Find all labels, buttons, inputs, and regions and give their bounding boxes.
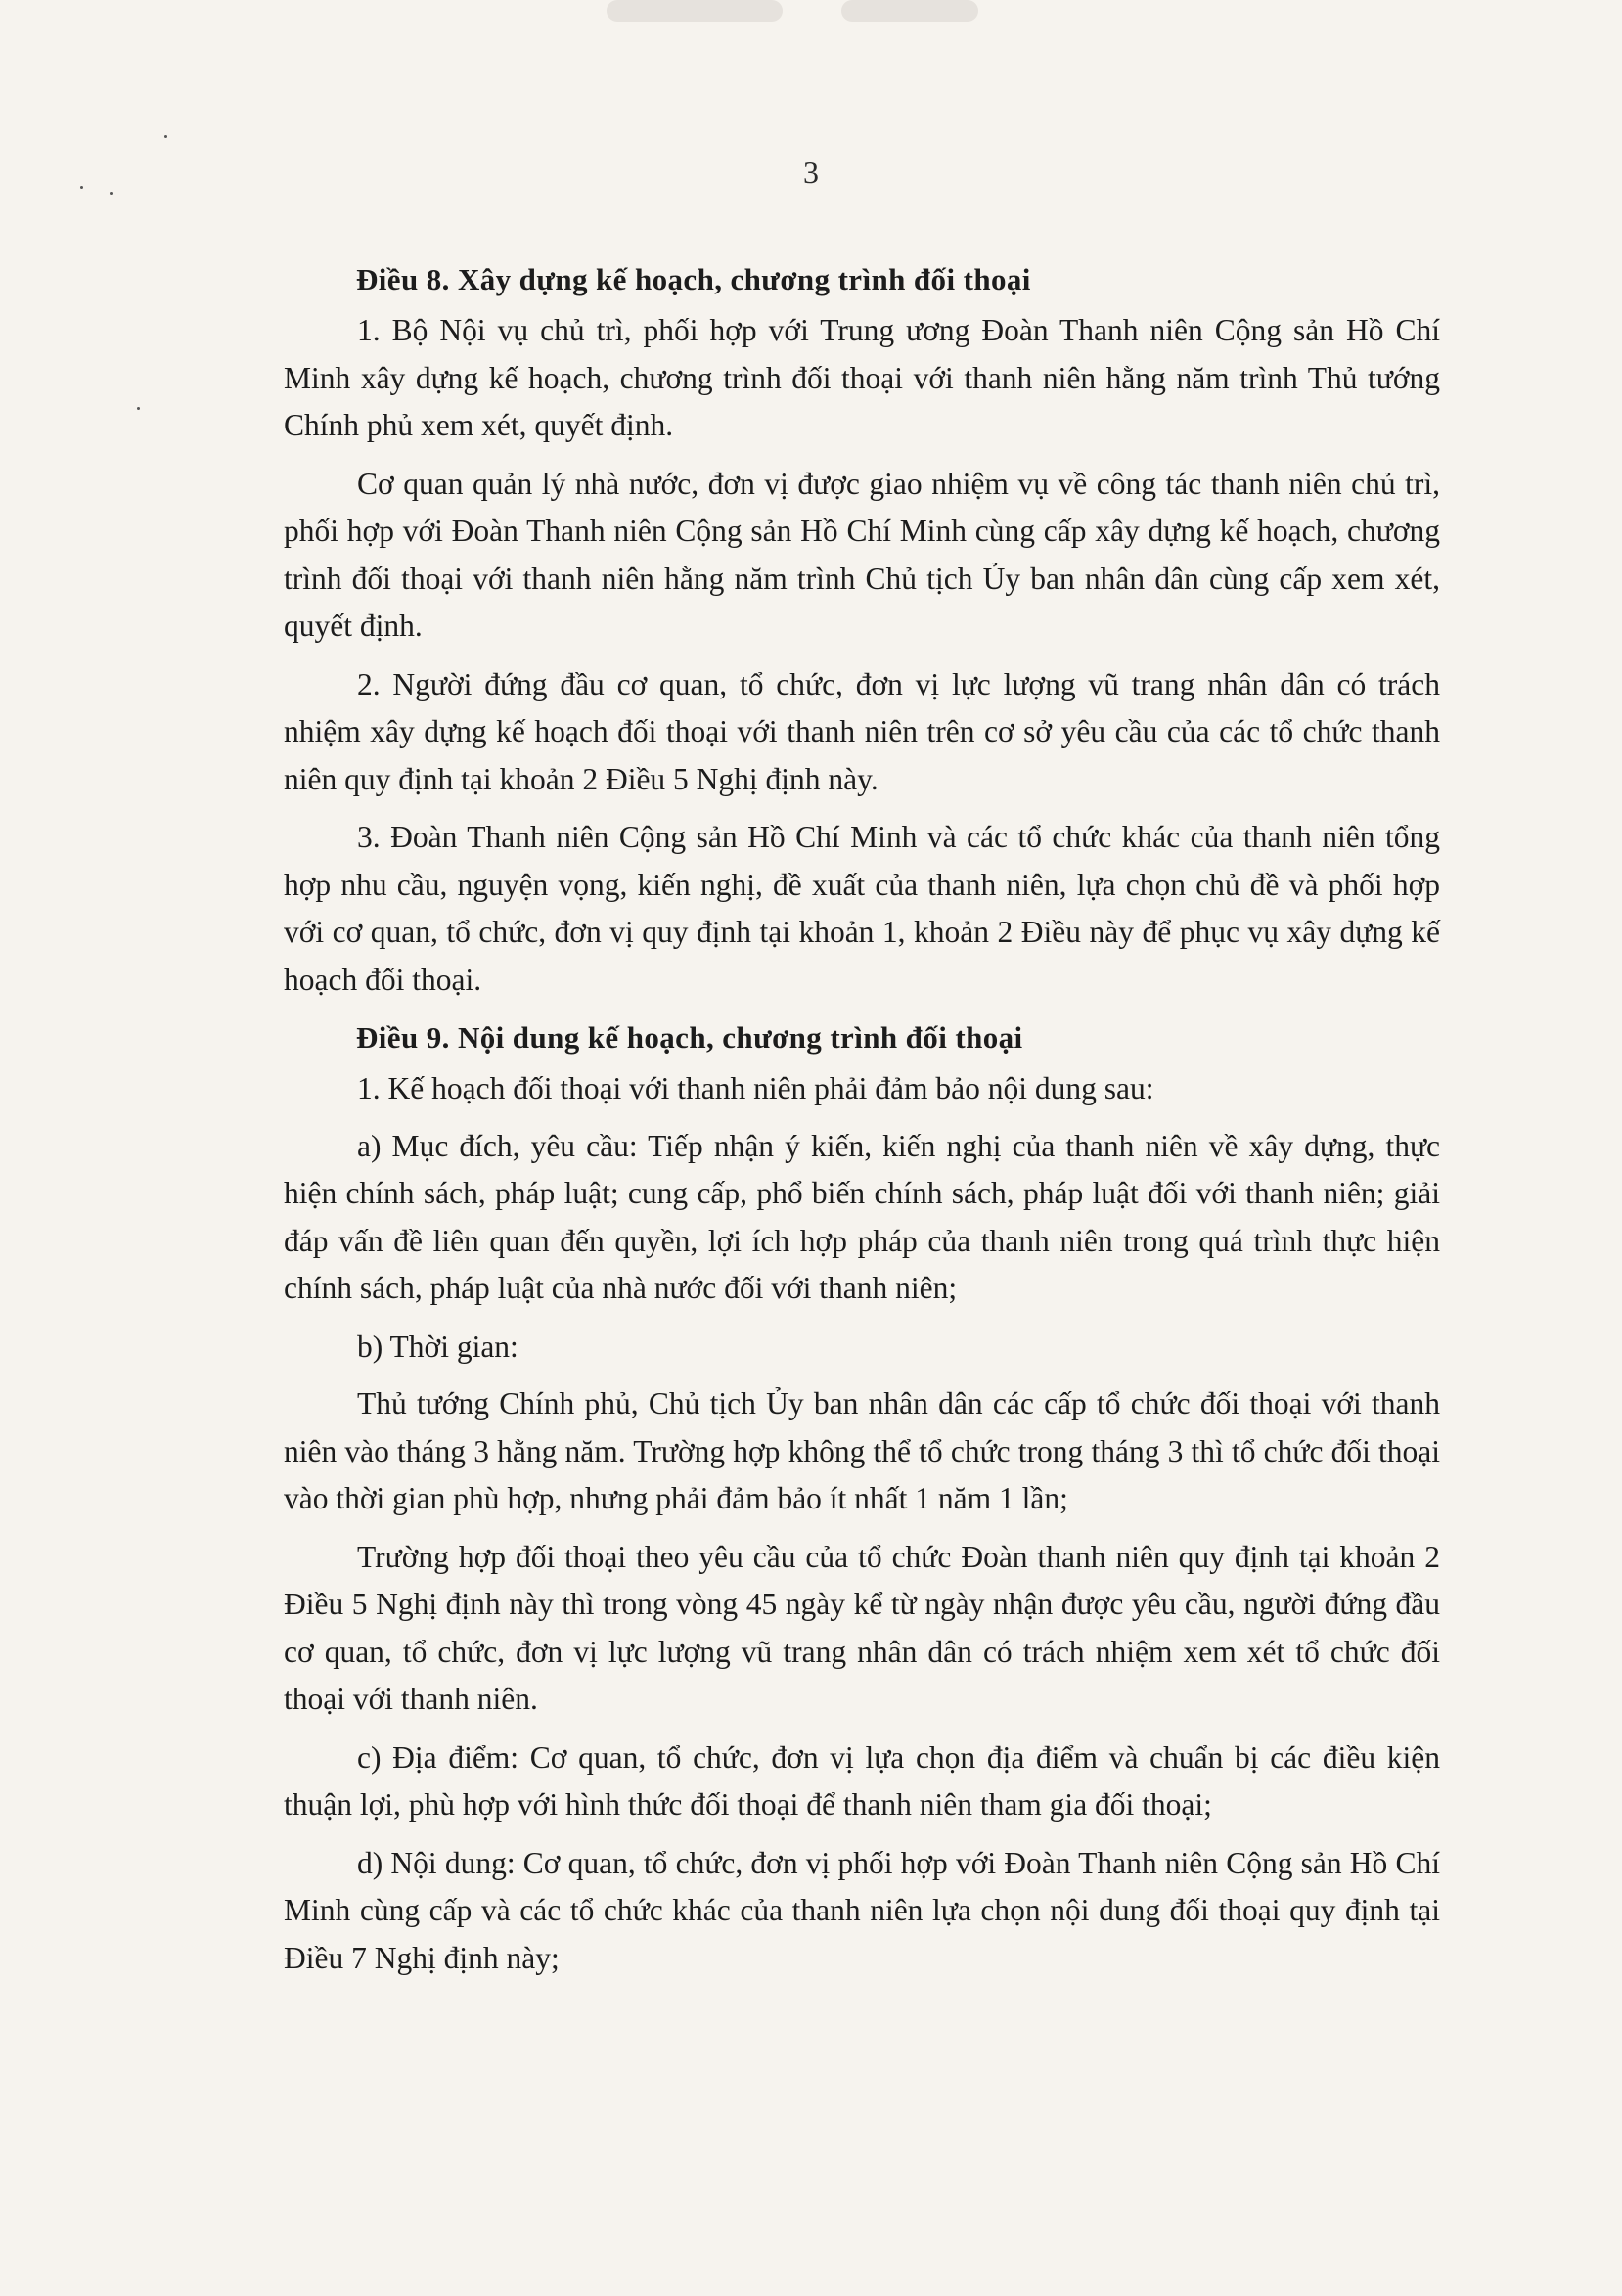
scan-speck <box>110 192 113 195</box>
article-8-paragraph: 1. Bộ Nội vụ chủ trì, phối hợp với Trung ương Đoàn Thanh niên Cộng sản Hồ Chí Minh xây dựng kế hoạch, chương trình đối thoại với thanh niên hằng năm trình Thủ tướng Chính phủ xem xét, quyết định. <box>284 313 1440 442</box>
article-8 <box>284 256 1440 1004</box>
article-9-paragraph: d) Nội dung: Cơ quan, tổ chức, đơn vị phối hợp với Đoàn Thanh niên Cộng sản Hồ Chí Minh cùng cấp và các tổ chức khác của thanh niên lựa chọn nội dung đối thoại quy định tại Điều 7 Nghị định này; <box>284 1845 1440 1975</box>
scan-speck <box>137 407 140 410</box>
article-9 <box>284 1014 1440 1982</box>
article-9-title: Điều 9. Nội dung kế hoạch, chương trình đối thoại <box>356 1020 1023 1055</box>
article-9-paragraph: Thủ tướng Chính phủ, Chủ tịch Ủy ban nhân dân các cấp tổ chức đối thoại với thanh niên vào tháng 3 hằng năm. Trường hợp không thể tổ chức trong tháng 3 thì tổ chức đối thoại vào thời gian phù hợp, nhưng phải đảm bảo ít nhất 1 năm 1 lần; <box>284 1386 1440 1515</box>
article-8-paragraph: 2. Người đứng đầu cơ quan, tổ chức, đơn vị lực lượng vũ trang nhân dân có trách nhiệm xây dựng kế hoạch đối thoại với thanh niên trên cơ sở yêu cầu của các tổ chức thanh niên quy định tại khoản 2 Điều 5 Nghị định này. <box>284 666 1440 796</box>
scan-speck <box>164 135 167 138</box>
article-8-paragraph: 3. Đoàn Thanh niên Cộng sản Hồ Chí Minh và các tổ chức khác của thanh niên tổng hợp nhu cầu, nguyện vọng, kiến nghị, đề xuất của thanh niên, lựa chọn chủ đề và phối hợp với cơ quan, tổ chức, đơn vị quy định tại khoản 1, khoản 2 Điều này để phục vụ xây dựng kế hoạch đối thoại. <box>284 820 1440 997</box>
article-9-paragraph: c) Địa điểm: Cơ quan, tổ chức, đơn vị lựa chọn địa điểm và chuẩn bị các điều kiện thuận lợi, phù hợp với hình thức đối thoại để thanh niên tham gia đối thoại; <box>284 1739 1440 1822</box>
article-8-title: Điều 8. Xây dựng kế hoạch, chương trình đối thoại <box>356 262 1031 296</box>
scan-artifact <box>841 0 978 22</box>
article-8-paragraph: Cơ quan quản lý nhà nước, đơn vị được giao nhiệm vụ về công tác thanh niên chủ trì, phối hợp với Đoàn Thanh niên Cộng sản Hồ Chí Minh cùng cấp xây dựng kế hoạch, chương trình đối thoại với thanh niên hằng năm trình Chủ tịch Ủy ban nhân dân cùng cấp xem xét, quyết định. <box>284 466 1440 643</box>
scan-artifact <box>607 0 783 22</box>
article-9-paragraph: a) Mục đích, yêu cầu: Tiếp nhận ý kiến, kiến nghị của thanh niên về xây dựng, thực hiện chính sách, pháp luật; cung cấp, phổ biến chính sách, pháp luật đối với thanh niên; giải đáp vấn đề liên quan đến quyền, lợi ích hợp pháp của thanh niên trong quá trình thực hiện chính sách, pháp luật của nhà nước đối với thanh niên; <box>284 1128 1440 1305</box>
page-number: 3 <box>803 155 819 190</box>
article-9-paragraph: Trường hợp đối thoại theo yêu cầu của tổ chức Đoàn thanh niên quy định tại khoản 2 Điều 5 Nghị định này thì trong vòng 45 ngày kể từ ngày nhận được yêu cầu, người đứng đầu cơ quan, tổ chức, đơn vị lực lượng vũ trang nhân dân có trách nhiệm xem xét tổ chức đối thoại với thanh niên. <box>284 1539 1440 1716</box>
article-9-paragraph: 1. Kế hoạch đối thoại với thanh niên phải đảm bảo nội dung sau: <box>357 1071 1154 1105</box>
document-body <box>284 256 1440 1993</box>
article-9-paragraph: b) Thời gian: <box>357 1328 518 1364</box>
